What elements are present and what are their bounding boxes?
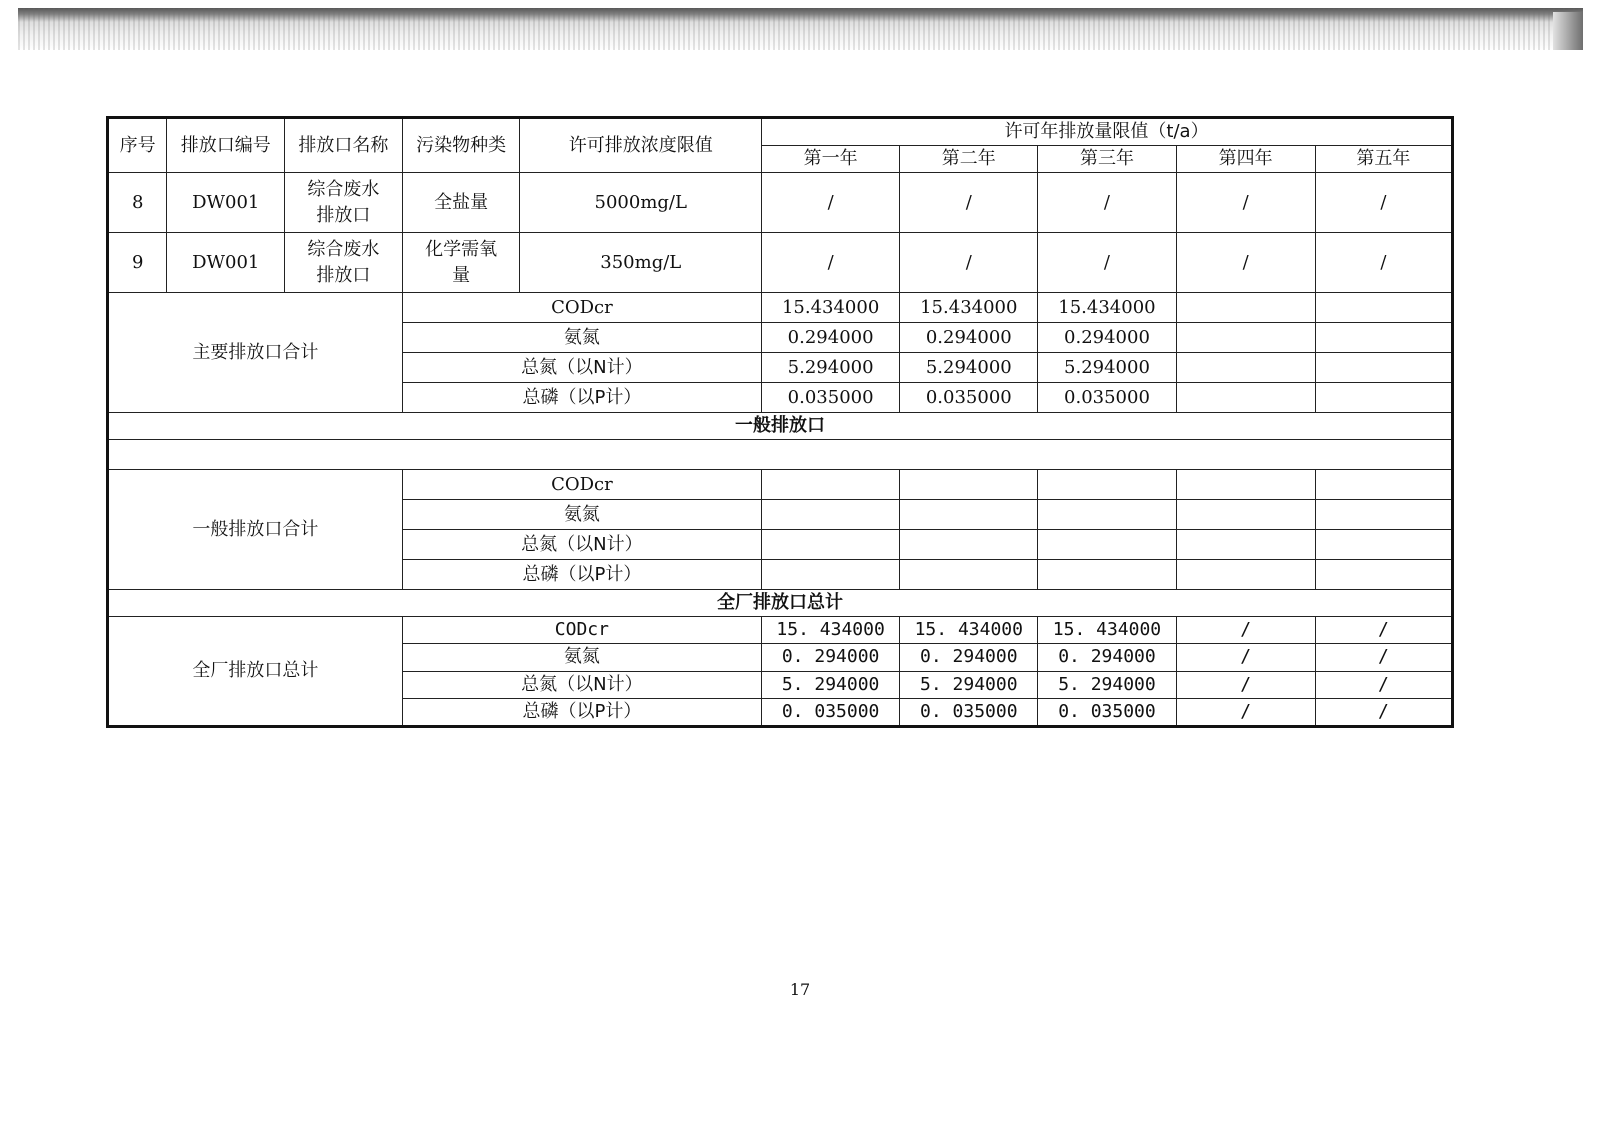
plant-total-row — [108, 617, 1453, 644]
main-total-item-name: CODcr — [402, 293, 761, 323]
header-year-4: 第四年 — [1176, 146, 1315, 173]
general-total-year-4 — [1176, 530, 1315, 560]
general-total-year-2 — [900, 560, 1038, 590]
plant-total-year-5: / — [1315, 617, 1452, 644]
general-total-year-1 — [762, 500, 900, 530]
general-empty-cell — [108, 440, 1453, 470]
main-total-year-2: 5.294000 — [900, 353, 1038, 383]
header-concentration-limit: 许可排放浓度限值 — [520, 118, 762, 173]
plant-total-label: 全厂排放口总计 — [108, 617, 403, 726]
table-header-row — [108, 118, 1453, 146]
row-pollutant — [402, 233, 520, 293]
main-total-year-4 — [1176, 323, 1315, 353]
main-total-row — [108, 293, 1453, 323]
general-total-year-4 — [1176, 500, 1315, 530]
general-total-item-name: 总氮（以N计） — [402, 530, 761, 560]
main-total-item-name: 总氮（以N计） — [402, 353, 761, 383]
header-year-2: 第二年 — [900, 146, 1038, 173]
plant-total-year-4: / — [1176, 644, 1315, 671]
plant-total-year-1: 15. 434000 — [762, 617, 900, 644]
general-total-item-name: 氨氮 — [402, 500, 761, 530]
plant-total-year-4: / — [1176, 698, 1315, 726]
table-row — [108, 173, 1453, 233]
plant-total-year-2: 0. 035000 — [900, 698, 1038, 726]
general-total-item-name: 总磷（以P计） — [402, 560, 761, 590]
row-concentration: 5000mg/L — [520, 173, 762, 233]
row-pollutant-line1: 全盐量 — [434, 191, 489, 213]
general-total-label: 一般排放口合计 — [108, 470, 403, 590]
header-year-1: 第一年 — [762, 146, 900, 173]
main-total-year-3: 15.434000 — [1038, 293, 1176, 323]
plant-total-year-2: 15. 434000 — [900, 617, 1038, 644]
row-seq: 8 — [108, 173, 167, 233]
row-outlet-name — [285, 233, 403, 293]
plant-total-item-name: 总氮（以N计） — [402, 671, 761, 698]
general-total-year-2 — [900, 500, 1038, 530]
general-section-title: 一般排放口 — [108, 413, 1453, 440]
plant-total-item-name: 氨氮 — [402, 644, 761, 671]
plant-total-item-name: 总磷（以P计） — [402, 698, 761, 726]
header-outlet-name: 排放口名称 — [285, 118, 403, 173]
page-number: 17 — [789, 980, 811, 999]
row-outlet-name-line1: 综合废水 — [307, 178, 380, 200]
general-total-year-2 — [900, 530, 1038, 560]
plant-section-row — [108, 590, 1453, 617]
table-row — [108, 233, 1453, 293]
main-total-year-2: 15.434000 — [900, 293, 1038, 323]
general-empty-row — [108, 440, 1453, 470]
general-total-year-3 — [1038, 470, 1176, 500]
row-outlet-name-line2: 排放口 — [316, 204, 371, 226]
main-total-year-4 — [1176, 353, 1315, 383]
row-pollutant-line2: 量 — [452, 264, 471, 286]
plant-total-year-3: 5. 294000 — [1038, 671, 1176, 698]
main-total-year-1: 0.294000 — [762, 323, 900, 353]
row-year-3: / — [1038, 233, 1176, 293]
main-total-year-3: 0.294000 — [1038, 323, 1176, 353]
row-year-5: / — [1315, 173, 1452, 233]
main-total-year-5 — [1315, 293, 1452, 323]
main-total-year-5 — [1315, 383, 1452, 413]
header-annual-limit: 许可年排放量限值（t/a） — [762, 118, 1453, 146]
general-total-year-3 — [1038, 560, 1176, 590]
main-total-year-1: 15.434000 — [762, 293, 900, 323]
plant-section-title: 全厂排放口总计 — [108, 590, 1453, 617]
plant-total-year-3: 0. 294000 — [1038, 644, 1176, 671]
plant-total-year-1: 0. 035000 — [762, 698, 900, 726]
plant-total-year-5: / — [1315, 671, 1452, 698]
general-total-year-2 — [900, 470, 1038, 500]
row-pollutant — [402, 173, 520, 233]
header-year-5: 第五年 — [1315, 146, 1452, 173]
general-total-year-1 — [762, 470, 900, 500]
main-total-year-4 — [1176, 293, 1315, 323]
plant-total-year-1: 0. 294000 — [762, 644, 900, 671]
general-total-year-3 — [1038, 530, 1176, 560]
plant-total-item-name: CODcr — [402, 617, 761, 644]
row-outlet-name — [285, 173, 403, 233]
main-total-year-1: 0.035000 — [762, 383, 900, 413]
main-total-year-2: 0.035000 — [900, 383, 1038, 413]
row-outlet-name-line1: 综合废水 — [307, 238, 380, 260]
row-year-3: / — [1038, 173, 1176, 233]
general-total-year-5 — [1315, 470, 1452, 500]
row-year-4: / — [1176, 233, 1315, 293]
plant-total-year-2: 0. 294000 — [900, 644, 1038, 671]
row-concentration: 350mg/L — [520, 233, 762, 293]
main-total-year-2: 0.294000 — [900, 323, 1038, 353]
header-seq: 序号 — [108, 118, 167, 173]
plant-total-year-4: / — [1176, 671, 1315, 698]
plant-total-year-4: / — [1176, 617, 1315, 644]
main-total-item-name: 总磷（以P计） — [402, 383, 761, 413]
main-total-label: 主要排放口合计 — [108, 293, 403, 413]
plant-total-year-2: 5. 294000 — [900, 671, 1038, 698]
plant-total-year-5: / — [1315, 644, 1452, 671]
main-total-year-4 — [1176, 383, 1315, 413]
header-pollutant: 污染物种类 — [402, 118, 520, 173]
general-total-year-5 — [1315, 560, 1452, 590]
general-total-row — [108, 470, 1453, 500]
row-year-2: / — [900, 173, 1038, 233]
general-total-item-name: CODcr — [402, 470, 761, 500]
main-total-year-5 — [1315, 353, 1452, 383]
row-outlet-name-line2: 排放口 — [316, 264, 371, 286]
row-year-2: / — [900, 233, 1038, 293]
general-total-year-5 — [1315, 530, 1452, 560]
row-outlet-code: DW001 — [167, 173, 285, 233]
general-total-year-5 — [1315, 500, 1452, 530]
main-total-year-1: 5.294000 — [762, 353, 900, 383]
plant-total-year-1: 5. 294000 — [762, 671, 900, 698]
row-outlet-code: DW001 — [167, 233, 285, 293]
plant-total-year-3: 15. 434000 — [1038, 617, 1176, 644]
scan-edge-artifact — [18, 8, 1583, 50]
general-total-year-4 — [1176, 470, 1315, 500]
main-total-item-name: 氨氮 — [402, 323, 761, 353]
main-total-year-3: 5.294000 — [1038, 353, 1176, 383]
general-section-row — [108, 413, 1453, 440]
row-year-5: / — [1315, 233, 1452, 293]
main-total-year-5 — [1315, 323, 1452, 353]
plant-total-year-3: 0. 035000 — [1038, 698, 1176, 726]
general-total-year-1 — [762, 530, 900, 560]
general-total-year-1 — [762, 560, 900, 590]
general-total-year-3 — [1038, 500, 1176, 530]
row-pollutant-line1: 化学需氧 — [425, 238, 498, 260]
header-outlet-code: 排放口编号 — [167, 118, 285, 173]
row-seq: 9 — [108, 233, 167, 293]
plant-total-year-5: / — [1315, 698, 1452, 726]
row-year-4: / — [1176, 173, 1315, 233]
header-year-3: 第三年 — [1038, 146, 1176, 173]
main-total-year-3: 0.035000 — [1038, 383, 1176, 413]
general-total-year-4 — [1176, 560, 1315, 590]
emission-permit-table — [106, 116, 1454, 728]
row-year-1: / — [762, 173, 900, 233]
row-year-1: / — [762, 233, 900, 293]
